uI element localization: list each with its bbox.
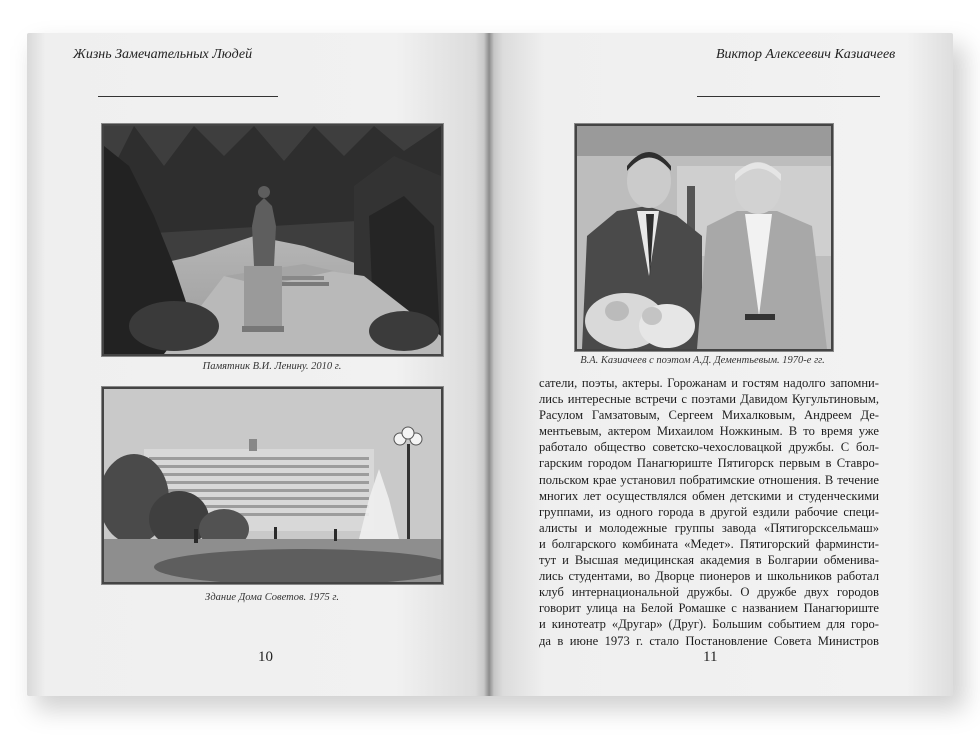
left-head-rule bbox=[98, 96, 278, 97]
portrait-photo-caption: В.А. Казиачеев с поэтом А.Д. Дементьевым. 1970-е гг. bbox=[580, 355, 825, 366]
lenin-monument-photo bbox=[102, 124, 443, 356]
body-line: да в июне 1973 г. стало Постановление Совета Министров bbox=[539, 633, 879, 648]
body-line: тут и Высшая медицинская академия в Болгарии обменива- bbox=[539, 553, 879, 568]
right-running-head: Виктор Алексеевич Казиачеев bbox=[716, 47, 896, 62]
right-page-number: 11 bbox=[703, 649, 718, 665]
lenin-photo-caption: Памятник В.И. Ленину. 2010 г. bbox=[202, 361, 342, 372]
left-page-number: 10 bbox=[258, 649, 273, 665]
lenin-monument-image bbox=[104, 126, 441, 354]
house-of-soviets-caption: Здание Дома Советов. 1975 г. bbox=[204, 592, 339, 603]
two-men-portrait-photo bbox=[575, 124, 833, 351]
body-line: алисты и молодежные группы завода «Пятигорсксельмаш» bbox=[539, 520, 879, 535]
body-line: и кинотеатр «Другар» (Друг). Большим событием для горо- bbox=[539, 617, 879, 632]
body-line: польском крае установил побратимские отношения. В течение bbox=[539, 472, 879, 487]
body-line: лись студентами, во Дворце пионеров и школьников работал bbox=[539, 569, 879, 584]
body-line: многих лет осуществлялся обмен детскими и студенческими bbox=[539, 488, 879, 503]
body-line: лись интересные встречи с поэтами Давидом Кугультиновым, bbox=[539, 392, 879, 407]
body-line: говорит улица на Белой Ромашке с названием Панагюриште bbox=[539, 601, 879, 616]
right-body-text bbox=[539, 375, 879, 649]
right-head-rule bbox=[697, 96, 880, 97]
body-line: клуб интернациональной дружбы. О дружбе двух городов bbox=[539, 585, 879, 600]
body-line: ментьевым, актером Михаилом Ножкиным. В то время уже bbox=[539, 424, 879, 439]
body-line: и болгарского комбината «Медет». Пятигорский фарминсти- bbox=[539, 536, 879, 551]
two-men-portrait-image bbox=[577, 126, 831, 349]
body-line: Расулом Гамзатовым, Сергеем Михалковым, Андреем Де- bbox=[539, 408, 879, 423]
body-line: работало общество советско-чехословацкой дружбы. С бол- bbox=[539, 440, 879, 455]
left-running-head: Жизнь Замечательных Людей bbox=[73, 47, 253, 62]
body-line: сатели, поэты, актеры. Горожанам и гостям надолго запомни- bbox=[539, 376, 879, 390]
book-spine bbox=[484, 33, 494, 696]
body-line: группами, из одного города в другой ездили рабочие специ- bbox=[539, 504, 879, 519]
house-of-soviets-image bbox=[104, 389, 441, 582]
body-line: гарским городом Панагюриште Пятигорск первым в Ставро- bbox=[539, 456, 879, 471]
house-of-soviets-photo bbox=[102, 387, 443, 584]
